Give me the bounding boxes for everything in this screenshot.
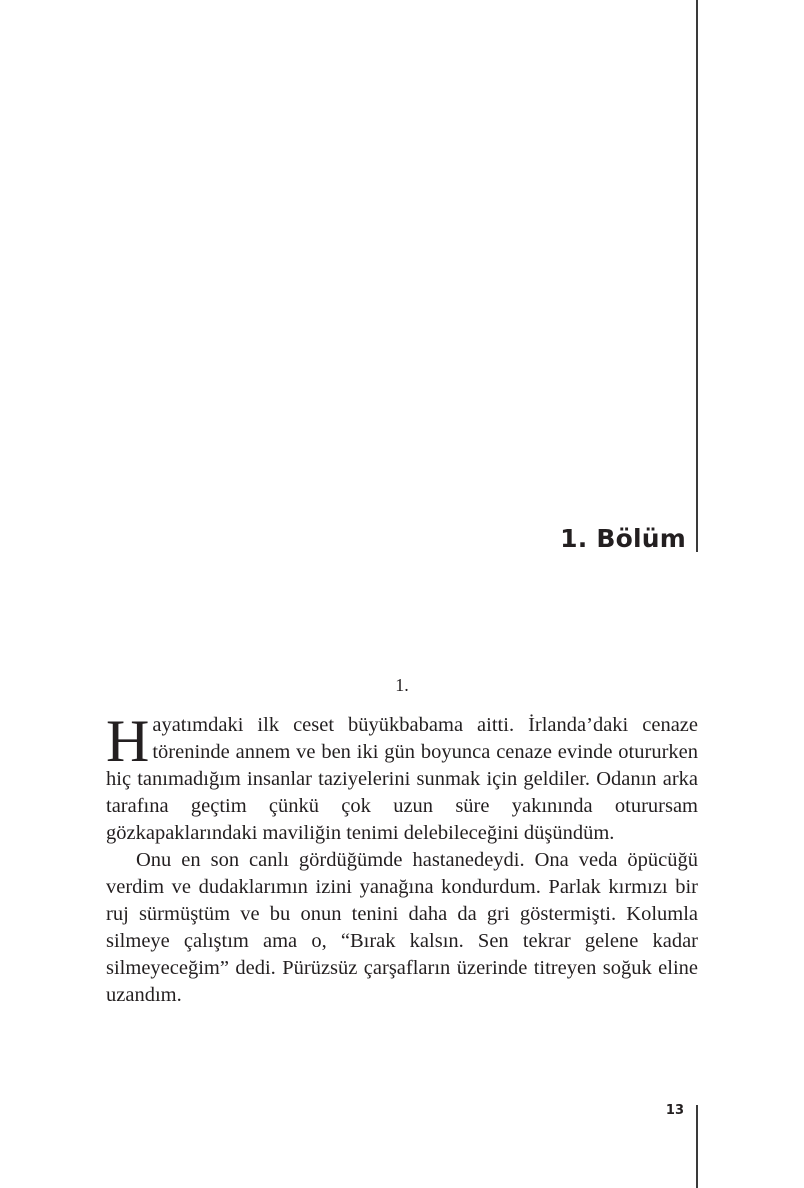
chapter-title: 1. Bölüm	[560, 524, 686, 553]
page-number: 13	[665, 1103, 684, 1118]
body-text	[106, 708, 698, 1009]
margin-rule-bottom	[696, 1105, 698, 1188]
paragraph-2: Onu en son canlı gördüğümde hastanedeydi. Ona veda öpücüğü verdim ve dudaklarımın izini yanağına kondurdum. Parlak kırmızı bir ruj sürmüştüm ve bu onun tenini daha da gri göstermişti. Kolumla silmeye çalıştım ama o, “Bırak kalsın. Sen tekrar gelene kadar silmeyeceğim” dedi. Pürüzsüz çarşafların üzerinde titreyen soğuk eline uzandım.	[106, 849, 698, 1006]
section-number: 1.	[395, 675, 409, 695]
paragraph-1-text: ayatımdaki ilk ceset büyükbabama aitti. İrlanda’daki cenaze töreninde annem ve ben iki gün boyunca cenaze evinde otururken hiç tanımadığım insanlar taziyelerini sunmak için geldiler. Odanın arka tarafına geçtim çünkü çok uzun süre yakınında oturursam gözkapaklarındaki maviliğin tenimi delebileceğini düşündüm.	[106, 714, 698, 844]
paragraph-1	[106, 708, 698, 847]
drop-cap-letter: H	[106, 708, 150, 774]
margin-rule-top	[696, 0, 698, 552]
